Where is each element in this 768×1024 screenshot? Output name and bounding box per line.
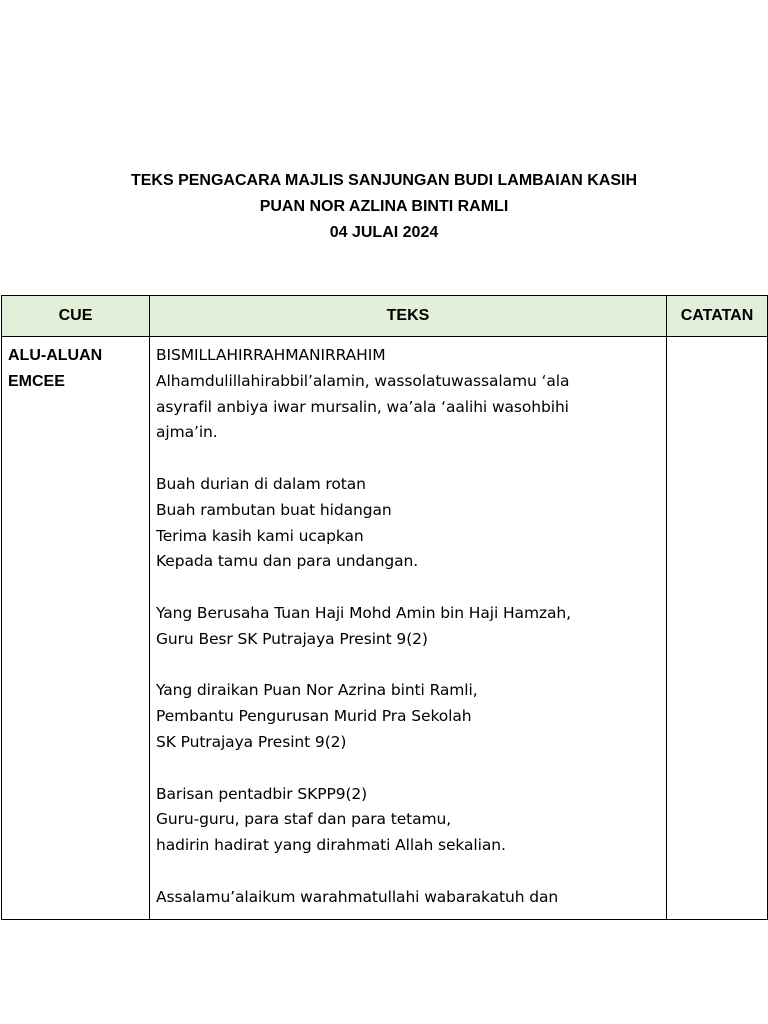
column-header-catatan: CATATAN bbox=[667, 296, 768, 337]
text-line: Guru Besr SK Putrajaya Presint 9(2) bbox=[156, 629, 428, 648]
column-header-teks: TEKS bbox=[150, 296, 667, 337]
text-line: asyrafil anbiya iwar mursalin, wa’ala ‘aalihi wasohbihi bbox=[156, 397, 569, 416]
cue-cell bbox=[2, 337, 150, 920]
column-header-cue: CUE bbox=[2, 296, 150, 337]
table-header-row bbox=[2, 296, 768, 337]
text-line: ajma’in. bbox=[156, 423, 218, 442]
title-line-1: TEKS PENGACARA MAJLIS SANJUNGAN BUDI LAMBAIAN KASIH bbox=[130, 172, 638, 189]
text-line: Buah rambutan buat hidangan bbox=[156, 500, 392, 519]
title-line-2: PUAN NOR AZLINA BINTI RAMLI bbox=[259, 198, 509, 215]
catatan-cell bbox=[667, 337, 768, 920]
table-row bbox=[2, 337, 768, 920]
text-line: Barisan pentadbir SKPP9(2) bbox=[156, 784, 368, 803]
text-line: Yang diraikan Puan Nor Azrina binti Ramli, bbox=[156, 681, 478, 700]
text-line: Alhamdulillahirabbil’alamin, wassolatuwassalamu ‘ala bbox=[156, 371, 570, 390]
text-line: Guru-guru, para staf dan para tetamu, bbox=[156, 810, 452, 829]
cue-line: ALU-ALUAN bbox=[8, 347, 103, 364]
script-table bbox=[1, 295, 768, 920]
paragraph-audience bbox=[156, 782, 660, 859]
text-line: Terima kasih kami ucapkan bbox=[156, 526, 364, 545]
paragraph-pantun bbox=[156, 472, 660, 575]
text-line: SK Putrajaya Presint 9(2) bbox=[156, 732, 347, 751]
paragraph-greeting bbox=[156, 885, 660, 911]
paragraph-honoree bbox=[156, 678, 660, 755]
paragraph-opening bbox=[156, 343, 660, 446]
title-line-3: 04 JULAI 2024 bbox=[329, 224, 439, 241]
text-line: Yang Berusaha Tuan Haji Mohd Amin bin Haji Hamzah, bbox=[156, 603, 571, 622]
teks-cell bbox=[150, 337, 667, 920]
text-line: BISMILLAHIRRAHMANIRRAHIM bbox=[156, 346, 386, 364]
text-line: Buah durian di dalam rotan bbox=[156, 474, 366, 493]
text-line: hadirin hadirat yang dirahmati Allah sekalian. bbox=[156, 836, 506, 855]
text-line: Assalamu’alaikum warahmatullahi wabarakatuh dan bbox=[156, 887, 559, 906]
text-line: Pembantu Pengurusan Murid Pra Sekolah bbox=[156, 707, 472, 726]
cue-line: EMCEE bbox=[8, 373, 65, 390]
text-line: Kepada tamu dan para undangan. bbox=[156, 552, 419, 571]
paragraph-guru-besar bbox=[156, 601, 660, 653]
document-title bbox=[0, 168, 768, 246]
